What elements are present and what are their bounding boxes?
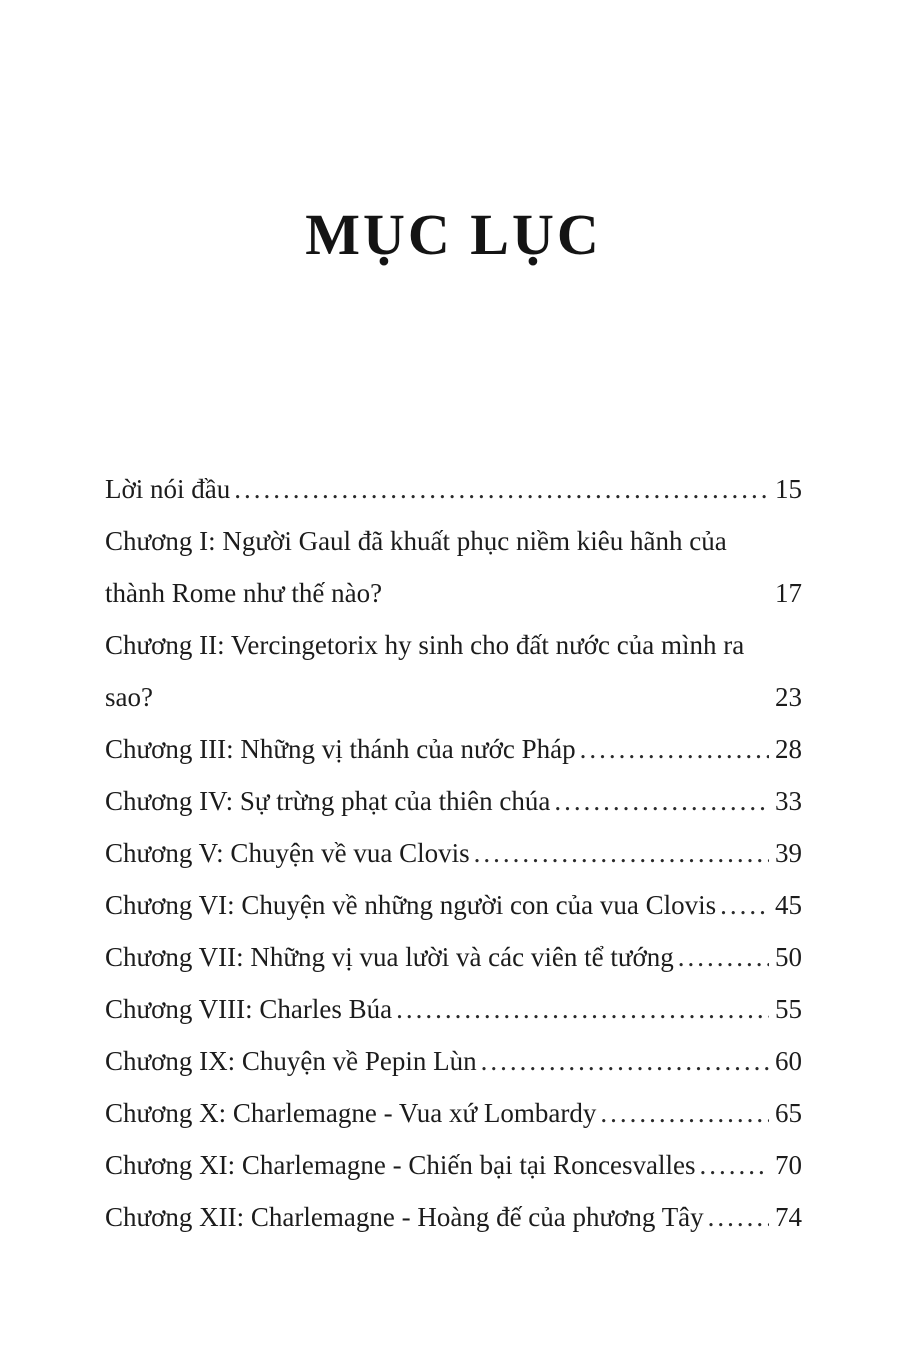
toc-entry (105, 879, 802, 931)
toc-entry (105, 1139, 802, 1191)
dot-leader (230, 463, 769, 515)
toc-entry (105, 1191, 802, 1243)
toc-entry-label: Chương IV: Sự trừng phạt của thiên chúa (105, 786, 551, 816)
toc-entry-label: Chương XII: Charlemagne - Hoàng đế của phương Tây (105, 1202, 704, 1232)
toc-entry-label: Lời nói đầu (105, 474, 231, 504)
dot-leader (596, 1087, 769, 1139)
toc-entry-label: Chương II: Vercingetorix hy sinh cho đất nước của mình ra sao? (105, 630, 745, 712)
toc-entry-page: 45 (775, 890, 802, 920)
toc-entry-page: 60 (775, 1046, 802, 1076)
toc-entry (105, 1035, 802, 1087)
toc-entry (105, 515, 802, 619)
toc-list (105, 463, 802, 1243)
toc-entry-page: 23 (775, 682, 802, 712)
toc-entry (105, 827, 802, 879)
toc-entry-label: Chương I: Người Gaul đã khuất phục niềm kiêu hãnh của thành Rome như thế nào? (105, 526, 727, 608)
toc-entry-page: 15 (775, 474, 802, 504)
toc-entry-page: 39 (775, 838, 802, 868)
toc-entry-page: 33 (775, 786, 802, 816)
toc-entry-page: 74 (775, 1202, 802, 1232)
toc-entry-page: 55 (775, 994, 802, 1024)
toc-entry-label: Chương VII: Những vị vua lười và các viên tể tướng (105, 942, 674, 972)
toc-entry-page: 65 (775, 1098, 802, 1128)
toc-entry (105, 983, 802, 1035)
toc-entry-page: 70 (775, 1150, 802, 1180)
toc-entry (105, 619, 802, 723)
toc-entry-label: Chương IX: Chuyện về Pepin Lùn (105, 1046, 477, 1076)
toc-entry-label: Chương V: Chuyện về vua Clovis (105, 838, 470, 868)
toc-entry-label: Chương III: Những vị thánh của nước Pháp (105, 734, 576, 764)
toc-entry-page: 17 (775, 578, 802, 608)
toc-entry (105, 463, 802, 515)
toc-entry (105, 775, 802, 827)
toc-entry (105, 1087, 802, 1139)
toc-entry-label: Chương VI: Chuyện về những người con của vua Clovis (105, 890, 717, 920)
page-title: MỤC LỤC (305, 202, 602, 267)
dot-leader (392, 983, 769, 1035)
toc-entry (105, 723, 802, 775)
toc-entry-page: 50 (775, 942, 802, 972)
dot-leader (477, 1035, 769, 1087)
toc-entry-label: Chương X: Charlemagne - Vua xứ Lombardy (105, 1098, 597, 1128)
toc-entry (105, 931, 802, 983)
dot-leader (674, 931, 769, 983)
toc-entry-label: Chương XI: Charlemagne - Chiến bại tại Roncesvalles (105, 1150, 696, 1180)
toc-entry-label: Chương VIII: Charles Búa (105, 994, 393, 1024)
dot-leader (576, 723, 769, 775)
dot-leader (704, 1191, 769, 1243)
dot-leader (696, 1139, 769, 1191)
dot-leader (550, 775, 769, 827)
dot-leader (470, 827, 769, 879)
toc-entry-page: 28 (775, 734, 802, 764)
dot-leader (716, 879, 769, 931)
